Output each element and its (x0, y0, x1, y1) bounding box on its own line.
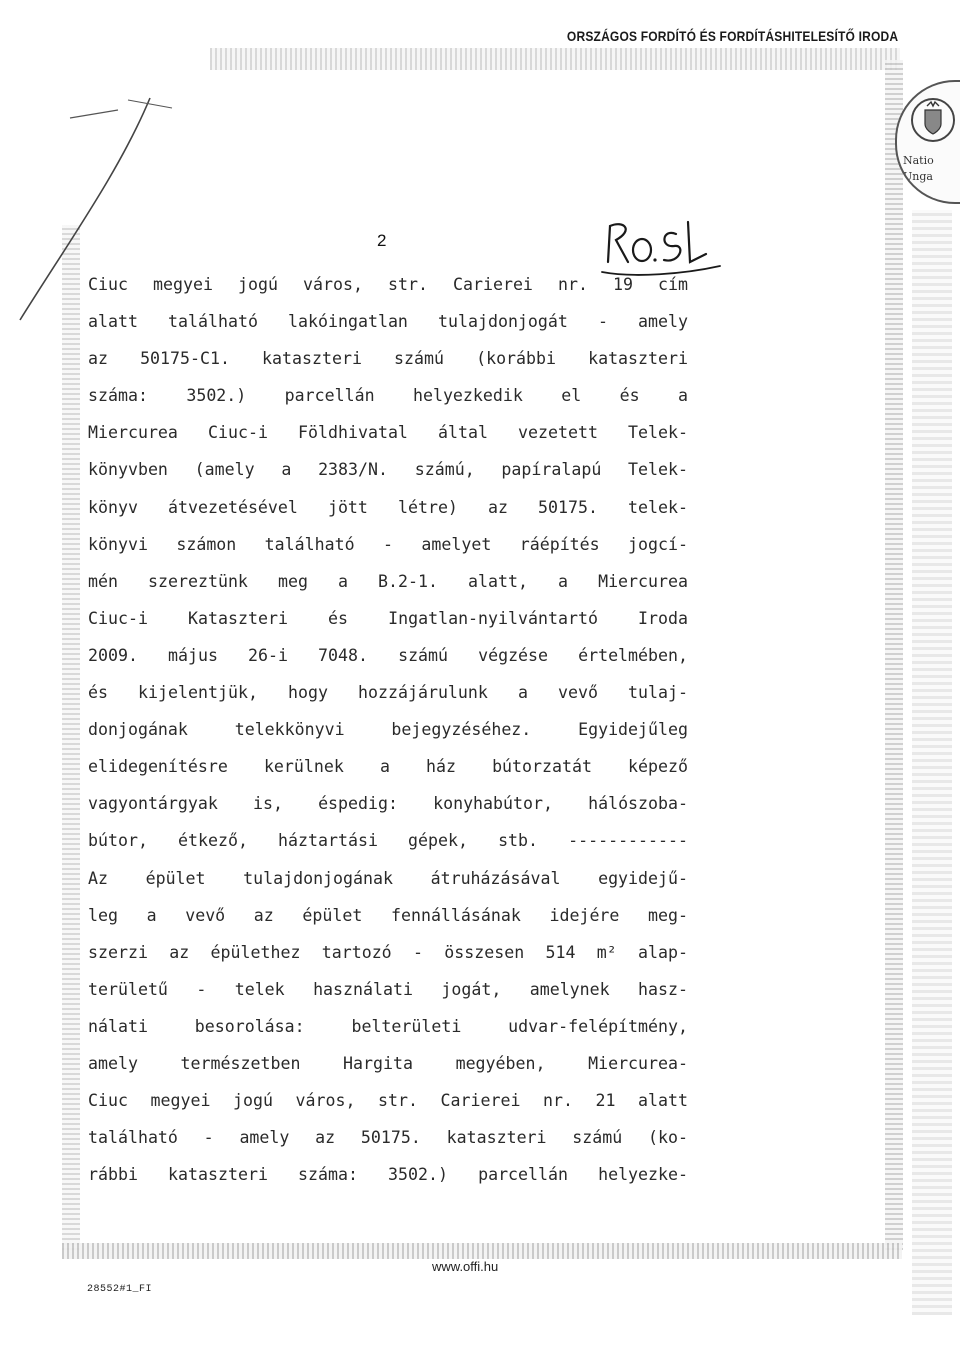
body-line: nálati besorolása: belterületi udvar-felépítmény, (88, 1016, 688, 1036)
body-line: mén szereztünk meg a B.2-1. alatt, a Miercurea (88, 571, 688, 591)
body-line: bútor, étkező, háztartási gépek, stb. ------------ (88, 831, 688, 851)
seal-text-line2: Unga (903, 170, 933, 183)
document-code: 28552#1_FI (87, 1284, 153, 1295)
body-line: könyvben (amely a 2383/N. számú, papíralapú Telek- (88, 460, 688, 480)
body-line: Ciuc-i Kataszteri és Ingatlan-nyilvántartó Iroda (88, 608, 688, 628)
seal-text-line1: Natio (903, 154, 934, 167)
footer-url: www.offi.hu (432, 1259, 499, 1274)
coat-of-arms-icon (909, 96, 957, 144)
scan-edge-strip (912, 210, 952, 1315)
body-line: száma: 3502.) parcellán helyezkedik el és a (88, 386, 688, 406)
body-line: 2009. május 26-i 7048. számú végzése értelmében, (88, 645, 688, 665)
scan-frame-left (62, 225, 80, 1250)
body-line: amely természetben Hargita megyében, Miercurea- (88, 1053, 688, 1073)
handwritten-reference-note (594, 214, 724, 280)
body-line: elidegenítésre kerülnek a ház bútorzatát képező (88, 757, 688, 777)
body-line: vagyontárgyak is, éspedig: konyhabútor, hálószoba- (88, 794, 688, 814)
body-line: alatt található lakóingatlan tulajdonjogát - amely (88, 312, 688, 332)
body-line: található - amely az 50175. kataszteri számú (ko- (88, 1128, 688, 1148)
body-line: leg a vevő az épület fennállásának idejére meg- (88, 905, 688, 925)
body-line: Az épület tulajdonjogának átruházásával egyidejű- (88, 868, 688, 888)
document-body (88, 276, 688, 1203)
scan-band-top (210, 48, 900, 70)
body-line: könyvi számon található - amelyet ráépítés jogcí- (88, 534, 688, 554)
scan-band-bottom (62, 1243, 902, 1259)
body-line: területű - telek használati jogát, amelynek hasz- (88, 979, 688, 999)
page-number: 2 (377, 231, 387, 250)
body-line: rábbi kataszteri száma: 3502.) parcellán helyezke- (88, 1165, 688, 1185)
office-name-header: ORSZÁGOS FORDÍTÓ ÉS FORDÍTÁSHITELESÍTŐ IRODA (566, 28, 898, 44)
scan-frame-right (885, 60, 903, 1250)
body-line: szerzi az épülethez tartozó - összesen 514 m² alap- (88, 942, 688, 962)
body-line: és kijelentjük, hogy hozzájárulunk a vevő tulaj- (88, 683, 688, 703)
body-line: az 50175-C1. kataszteri számú (korábbi kataszteri (88, 349, 688, 369)
body-line: Ciuc megyei jogú város, str. Carierei nr. 19 cím (88, 275, 688, 294)
official-seal (895, 80, 960, 204)
body-line: donjogának telekkönyvi bejegyzéséhez. Egyidejűleg (88, 720, 688, 740)
body-line: könyv átvezetésével jött létre) az 50175. telek- (88, 497, 688, 517)
body-line: Ciuc megyei jogú város, str. Carierei nr. 21 alatt (88, 1091, 688, 1111)
body-line: Miercurea Ciuc-i Földhivatal által vezetett Telek- (88, 423, 688, 443)
